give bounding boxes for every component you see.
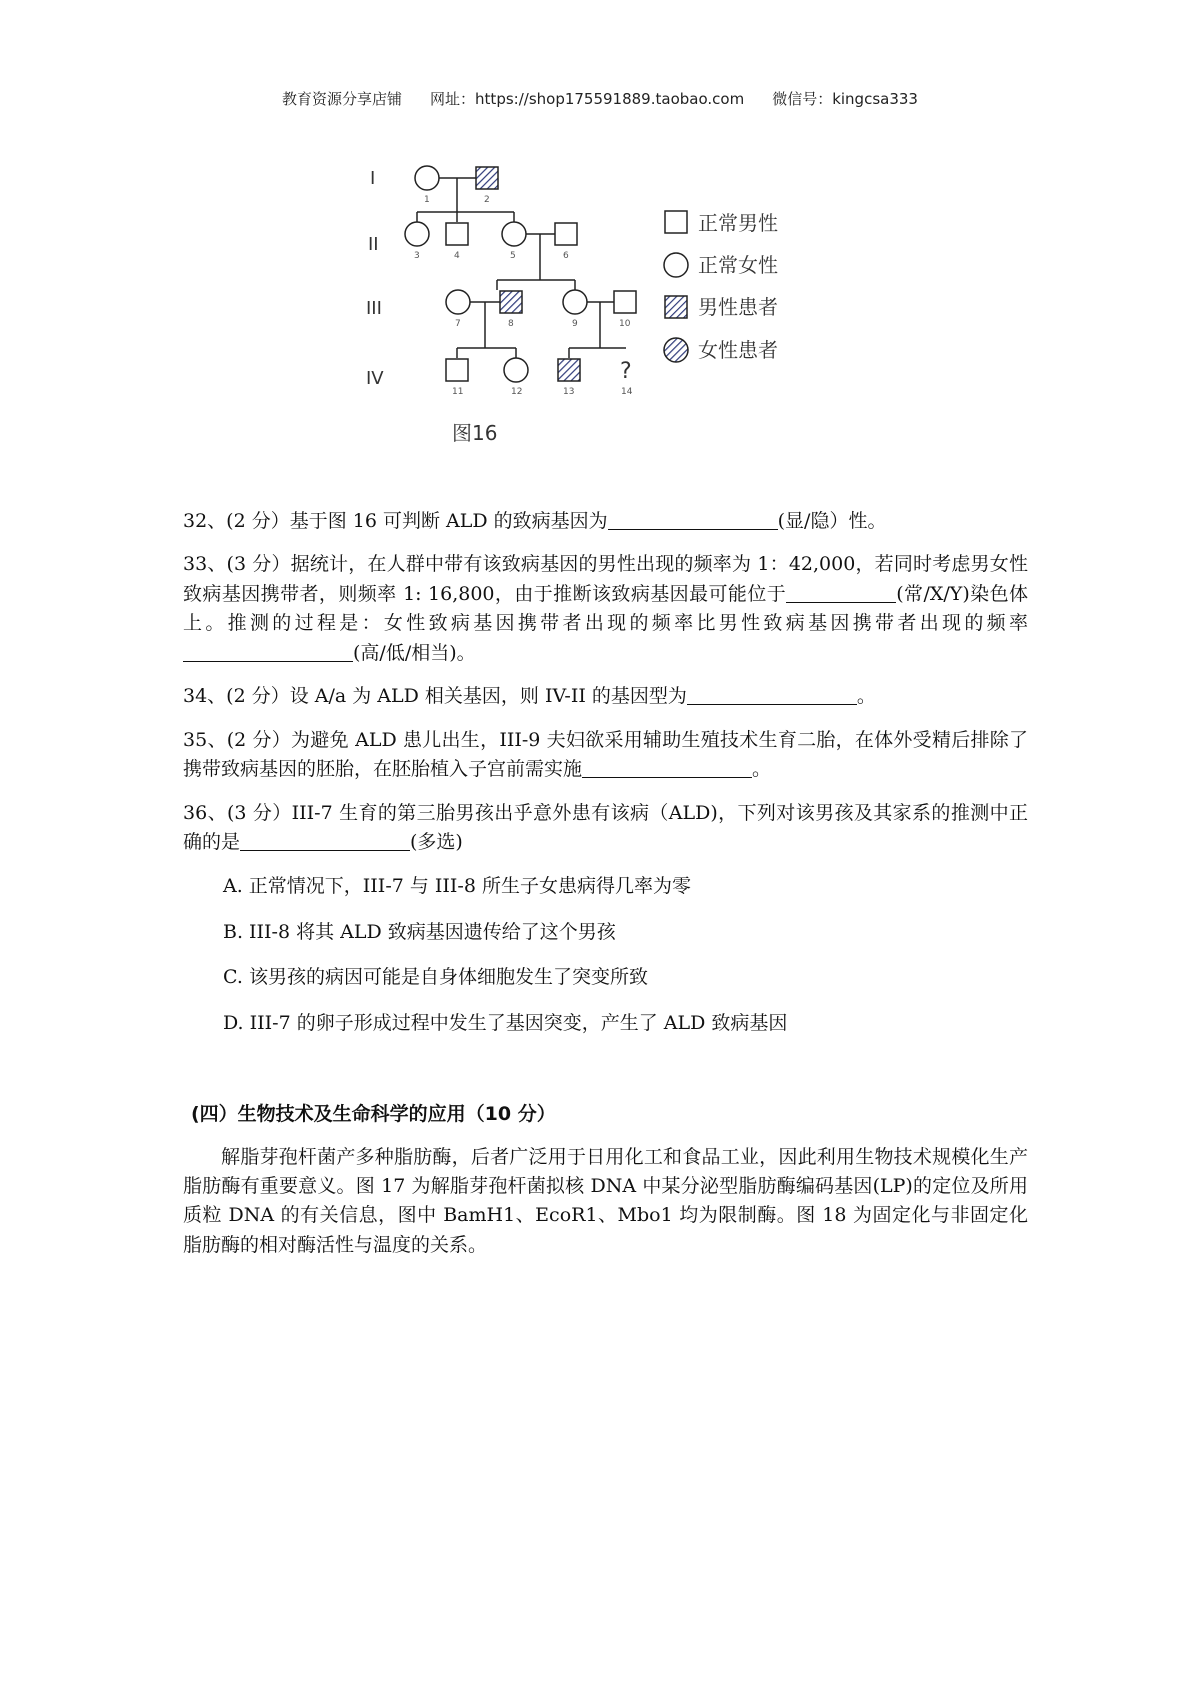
legend-normal-female: 正常女性 [698,253,778,277]
section-4-body: 解脂芽孢杆菌产多种脂肪酶，后者广泛用于日用化工和食品工业，因此利用生物技术规模化生产脂肪酶有重要意义。图 17 为解脂芽孢杆菌拟核 DNA 中某分泌型脂肪酶编码基因(LP)的定位及所用质粒 DNA 的有关信息，图中 BamH1、EcoR1、Mbo1 均为限制酶。图 18 为固定化与非固定化脂肪酶的相对酶活性与温度的关系。 [183,1145,1028,1256]
label-8: 8 [508,319,514,329]
label-2: 2 [484,195,490,205]
individual-2-affected-male [476,167,498,189]
question-35 [183,719,1028,792]
label-11: 11 [452,387,464,397]
label-9: 9 [572,319,578,329]
q36-answer-blank[interactable] [240,831,410,851]
individual-6-normal-male [555,223,577,245]
individual-1-normal-female [415,166,439,190]
q32-suffix: (显/隐）性。 [777,510,887,532]
figure-caption: 图16 [452,421,498,445]
question-36 [183,792,1028,865]
q34-answer-blank[interactable] [687,685,857,705]
individual-4-normal-male [446,223,468,245]
question-32 [183,500,1028,543]
q35-suffix: 。 [752,758,772,781]
q36-option-a: A. 正常情况下，III-7 与 III-8 所生子女患病得几率为零 [223,875,691,898]
q36-option-b: B. III-8 将其 ALD 致病基因遗传给了这个男孩 [223,920,616,943]
q33-answer-blank-1[interactable] [786,583,896,603]
q33-answer-blank-2[interactable] [183,642,353,662]
section-4-title: (四）生物技术及生命科学的应用（10 分） [191,1103,556,1126]
gen-label-I: I [370,168,376,189]
q34-suffix: 。 [856,685,876,708]
unknown-individual-14: ? [620,359,632,384]
label-12: 12 [511,387,523,397]
legend-affected-male-icon [665,296,687,318]
label-3: 3 [414,251,420,261]
individual-3-normal-female [405,222,429,246]
q36-option-c: C. 该男孩的病因可能是自身体细胞发生了突变所致 [223,966,648,989]
question-content [183,500,1028,1267]
q33-text-2: (常/X/Y)染色体上。推测的过程是：女性致病基因携带者出现的频率比男性致病基因携带者出现的频率 [183,582,1028,635]
individual-10-normal-male [614,291,636,313]
pedigree-lines [417,178,626,358]
label-14: 14 [621,387,633,397]
legend-affected-female-icon [664,338,688,362]
legend-normal-male: 正常男性 [698,211,778,235]
individual-13-affected-male [558,359,580,381]
pedigree-figure [366,168,900,488]
question-34 [183,675,1028,718]
legend-normal-female-icon [664,253,688,277]
gen-label-IV: IV [366,368,384,389]
label-13: 13 [563,387,575,397]
q34-text: 34、(2 分）设 A/a 为 ALD 相关基因，则 IV-II 的基因型为 [183,685,687,708]
header-wechat: 微信号：kingcsa333 [772,90,918,108]
individual-7-normal-female [446,290,470,314]
page-header [0,88,1200,109]
q32-answer-blank[interactable] [608,510,778,530]
header-url: 网址：https://shop175591889.taobao.com [430,90,745,108]
q35-text: 35、(2 分）为避免 ALD 患儿出生，III-9 夫妇欲采用辅助生殖技术生育二胎，在体外受精后排除了携带致病基因的胚胎，在胚胎植入子宫前需实施 [183,728,1028,781]
individual-8-affected-male [500,291,522,313]
individual-9-normal-female [563,290,587,314]
q36-option-d: D. III-7 的卵子形成过程中发生了基因突变，产生了 ALD 致病基因 [223,1011,788,1034]
label-6: 6 [563,251,569,261]
label-7: 7 [455,319,461,329]
q32-text: 32、(2 分）基于图 16 可判断 ALD 的致病基因为 [183,510,608,532]
individual-12-normal-female [504,358,528,382]
label-1: 1 [424,195,430,205]
legend-affected-female: 女性患者 [698,338,778,362]
header-shop: 教育资源分享店铺 [282,90,403,108]
question-33 [183,543,1028,675]
gen-label-III: III [366,298,382,319]
q36-suffix: (多选) [410,830,463,853]
q33-text: 33、(3 分）据统计，在人群中带有该致病基因的男性出现的频率为 1：42,000，若同时考虑男女性致病基因携带者，则频率 1: 16,800，由于推断该致病基因最可能位于 [183,553,1028,605]
legend-normal-male-icon [665,211,687,233]
label-4: 4 [454,251,460,261]
q35-answer-blank[interactable] [582,758,752,778]
individual-11-normal-male [446,359,468,381]
q36-text: 36、(3 分）III-7 生育的第三胎男孩出乎意外患有该病（ALD)，下列对该男孩及其家系的推测中正确的是 [183,801,1028,853]
label-10: 10 [619,319,631,329]
q33-suffix: (高/低/相当)。 [353,641,476,664]
gen-label-II: II [368,234,379,255]
legend-affected-male: 男性患者 [698,295,778,319]
label-5: 5 [510,251,516,261]
individual-5-normal-female [502,222,526,246]
